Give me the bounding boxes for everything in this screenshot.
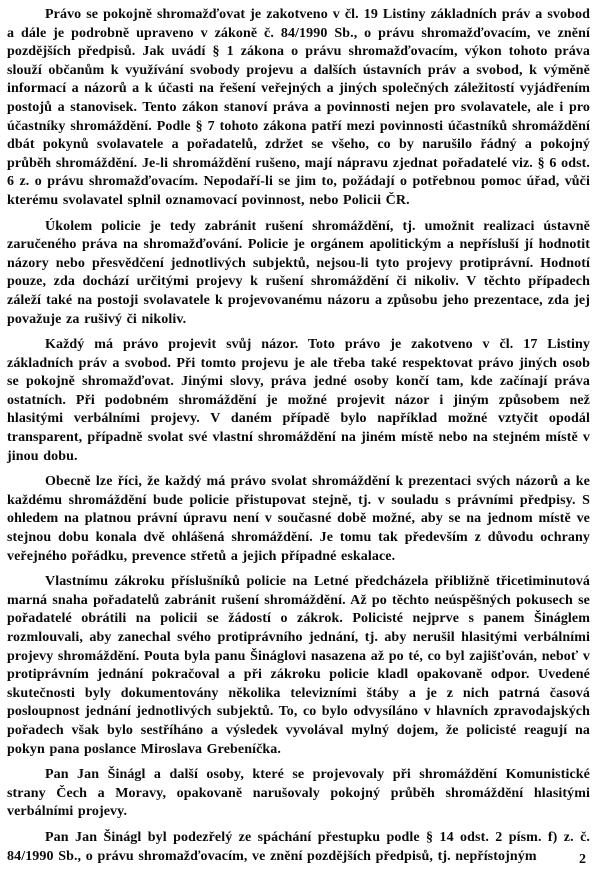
paragraph-2: Úkolem policie je tedy zabránit rušení shromáždění, tj. umožnit realizaci ústavně zaručeného práva na shromažďování. Policie je orgánem apolitickým a nepřísluší jí hodnotit názory nebo přesvědčení jednotlivých subjektů, nejsou-li tyto projevy protiprávní. Hodnotí pouze, zda dochází určitými projevy k rušení shromáždění či nikoliv. V těchto případech záleží také na postoji svolavatele k projevovanému názoru a způsobu jeho prezentace, zda jej považuje za rušivý či nikoliv. bbox=[7, 218, 590, 327]
page-number: 2 bbox=[579, 852, 586, 868]
paragraph-7: Pan Jan Šinágl byl podezřelý ze spáchání přestupku podle § 14 odst. 2 písm. f) z. č. 84/1990 Sb., o právu shromažďovacím, ve znění pozdějších předpisů, tj. nepřístojným bbox=[7, 829, 590, 864]
paragraph-5: Vlastnímu zákroku příslušníků policie na Letné předcházela přibližně třicetiminutová marná snaha pořadatelů zabránit rušení shromáždění. Až po těchto neúspěšných pokusech se pořadatelé obrátili na policii se žádostí o zákrok. Policisté nejprve s panem Šináglem rozmlouvali, aby zanechal svého protiprávního jednání, tj. aby nerušil hlasitými verbálními projevy shromáždění. Pouta byla panu Šináglovi nasazena až po té, co byl zajišťován, neboť v protiprávním jednání pokračoval a při zákroku policie kladl opakovaně odpor. Uvedené skutečnosti byly dokumentovány několika televizními štáby a je z nich patrná časová posloupnost jednání jednotlivých subjektů. To, co bylo odvysíláno v hlavních zpravodajských pořadech však bylo sestříháno a výsledek vyvolával mylný dojem, že policisté reagují na pokyn pana poslance Miroslava Grebeníčka. bbox=[7, 574, 590, 757]
paragraph-3: Každý má právo projevit svůj názor. Toto právo je zakotveno v čl. 17 Listiny základních práv a svobod. Při tomto projevu je ale třeba také respektovat právo jiných osob se pokojně shromažďovat. Jinými slovy, práva jedné osoby končí tam, kde začínají práva ostatních. Při podobném shromáždění je možné projevit názor i jiným způsobem než hlasitými verbálními projevy. V daném případě bylo například možné vztyčit opodál transparent, případně svolat své vlastní shromáždění na jiném místě nebo na stejném místě v jinou dobu. bbox=[7, 337, 590, 464]
paragraph-6: Pan Jan Šinágl a další osoby, které se projevovaly při shromáždění Komunistické strany Čech a Moravy, opakovaně narušovaly pokojný průběh shromáždění hlasitými verbálními projevy. bbox=[7, 767, 590, 820]
paragraph-4: Obecně lze říci, že každý má právo svolat shromáždění k prezentaci svých názorů a ke každému shromáždění bude policie přistupovat stejně, tj. v souladu s právními předpisy. S ohledem na platnou právní úpravu není v současné době možné, aby se na jednom místě ve stejnou dobu konala dvě ohlášená shromáždění. Je tomu tak především z důvodu ochrany veřejného pořádku, prevence střetů a jejich případné eskalace. bbox=[7, 474, 590, 564]
paragraph-1: Právo se pokojně shromažďovat je zakotveno v čl. 19 Listiny základních práv a svobod a dále je podrobně upraveno v zákoně č. 84/1990 Sb., o právu shromažďovacím, ve znění pozdějších předpisů. Jak uvádí § 1 zákona o právu shromažďovacím, výkon tohoto práva slouží občanům k využívání svobody projevu a dalších ústavních práv a svobod, k výměně informací a názorů a k účasti na řešení veřejných a jiných společných záležitostí vyjádřením postojů a stanovisek. Tento zákon stanoví práva a povinnosti nejen pro svolavatele, ale i pro účastníky shromáždění. Podle § 7 tohoto zákona patří mezi povinnosti účastníků shromáždění dbát pokynů svolavatele a pořadatelů, zdržet se všeho, co by narušilo řádný a pokojný průběh shromáždění. Je-li shromáždění rušeno, mají nápravu zjednat pořadatelé viz. § 6 odst. 6 z. o právu shromažďovacím. Nepodaří-li se jim to, požádají o potřebnou pomoc úřad, vůči kterému svolavatel splnil oznamovací povinnost, nebo Policii ČR. bbox=[7, 7, 590, 208]
